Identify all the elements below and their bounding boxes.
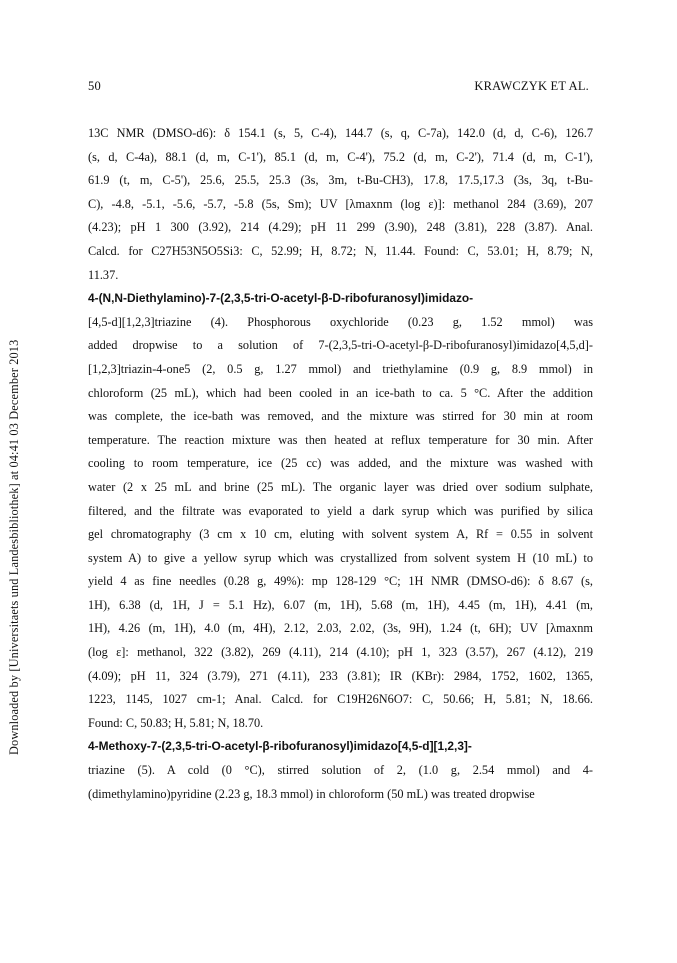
body-line: Calcd. for C27H53N5O5Si3: C, 52.99; H, 8.72; N, 11.44. Found: C, 53.01; H, 8.79; N, (88, 243, 593, 258)
body-line: C), -4.8, -5.1, -5.6, -5.7, -5.8 (5s, Sm); UV [λmaxnm (log ε)]: methanol 284 (3.69), 207 (88, 196, 593, 211)
body-line: cooling to room temperature, ice (25 cc) was added, and the mixture was washed with (88, 456, 593, 471)
body-line: (s, d, C-4a), 88.1 (d, m, C-1'), 85.1 (d, m, C-4'), 75.2 (d, m, C-2'), 71.4 (d, m, C-1'), (88, 149, 593, 164)
body-line: was complete, the ice-bath was removed, and the mixture was stirred for 30 min at room (88, 409, 593, 424)
body-text (88, 122, 593, 806)
download-watermark (8, 195, 24, 755)
body-line: 1H), 6.38 (d, 1H, J = 5.1 Hz), 6.07 (m, 1H), 5.68 (m, 1H), 4.45 (m, 1H), 4.41 (m, (88, 597, 593, 612)
body-line: yield 4 as fine needles (0.28 g, 49%): mp 128-129 °C; 1H NMR (DMSO-d6): δ 8.67 (s, (88, 574, 593, 589)
download-watermark-text: Downloaded by [Universitaets und Landesbibliothek] at 04:41 03 December 2013 (7, 339, 21, 755)
body-line: temperature. The reaction mixture was then heated at reflux temperature for 30 min. After (88, 432, 593, 447)
body-line: added dropwise to a solution of 7-(2,3,5-tri-O-acetyl-β-D-ribofuranosyl)imidazo[4,5,d]- (88, 338, 593, 353)
body-line: [1,2,3]triazin-4-one5 (2, 0.5 g, 1.27 mmol) and triethylamine (0.9 g, 8.9 mmol) in (88, 361, 593, 376)
body-line: (4.09); pH 11, 324 (3.79), 271 (4.11), 233 (3.81); IR (KBr): 2984, 1752, 1602, 1365, (88, 668, 593, 683)
body-line: triazine (5). A cold (0 °C), stirred solution of 2, (1.0 g, 2.54 mmol) and 4- (88, 763, 593, 778)
body-line: water (2 x 25 mL and brine (25 mL). The organic layer was dried over sodium sulphate, (88, 479, 593, 494)
body-line: 13C NMR (DMSO-d6): δ 154.1 (s, 5, C-4), 144.7 (s, q, C-7a), 142.0 (d, d, C-6), 126.7 (88, 126, 593, 140)
page-number: 50 (88, 79, 101, 93)
body-line: 1223, 1145, 1027 cm-1; Anal. Calcd. for C19H26N6O7: C, 50.66; H, 5.81; N, 18.66. (88, 692, 593, 707)
body-line: (4.23); pH 1 300 (3.92), 214 (4.29); pH 11 299 (3.90), 248 (3.81), 228 (3.87). Anal. (88, 220, 593, 235)
body-line: gel chromatography (3 cm x 10 cm, eluting with solvent system A, Rf = 0.55 in solvent (88, 527, 593, 542)
running-head: KRAWCZYK ET AL. (474, 79, 589, 93)
body-line: 11.37. (88, 267, 119, 282)
body-line: 61.9 (t, m, C-5'), 25.6, 25.5, 25.3 (3s, 3m, t-Bu-CH3), 17.8, 17.5,17.3 (3s, 3q, t-Bu- (88, 173, 593, 188)
body-line: 1H), 4.26 (m, 1H), 4.0 (m, 4H), 2.12, 2.03, 2.02, (3s, 9H), 1.24 (t, 6H); UV [λmaxnm (88, 621, 593, 636)
body-line: system A) to give a yellow syrup which was crystallized from solvent system H (10 mL) to (88, 550, 593, 565)
body-line: (dimethylamino)pyridine (2.23 g, 18.3 mmol) in chloroform (50 mL) was treated dropwise (88, 786, 535, 801)
body-line: (log ε]: methanol, 322 (3.82), 269 (4.11), 214 (4.10); pH 1, 323 (3.57), 267 (4.12), 219 (88, 645, 593, 660)
body-line: chloroform (25 mL), which had been cooled in an ice-bath to ca. 5 °C. After the addition (88, 385, 593, 400)
body-line: filtered, and the filtrate was evaporated to yield a dark syrup which was purified by silica (88, 503, 593, 518)
body-line: Found: C, 50.83; H, 5.81; N, 18.70. (88, 715, 264, 730)
body-line: [4,5-d][1,2,3]triazine (4). Phosphorous oxychloride (0.23 g, 1.52 mmol) was (88, 314, 593, 329)
compound-heading-line: 4-(N,N-Diethylamino)-7-(2,3,5-tri-O-acetyl-β-D-ribofuranosyl)imidazo- (88, 291, 474, 306)
compound-heading-line: 4-Methoxy-7-(2,3,5-tri-O-acetyl-β-ribofuranosyl)imidazo[4,5-d][1,2,3]- (88, 739, 472, 754)
